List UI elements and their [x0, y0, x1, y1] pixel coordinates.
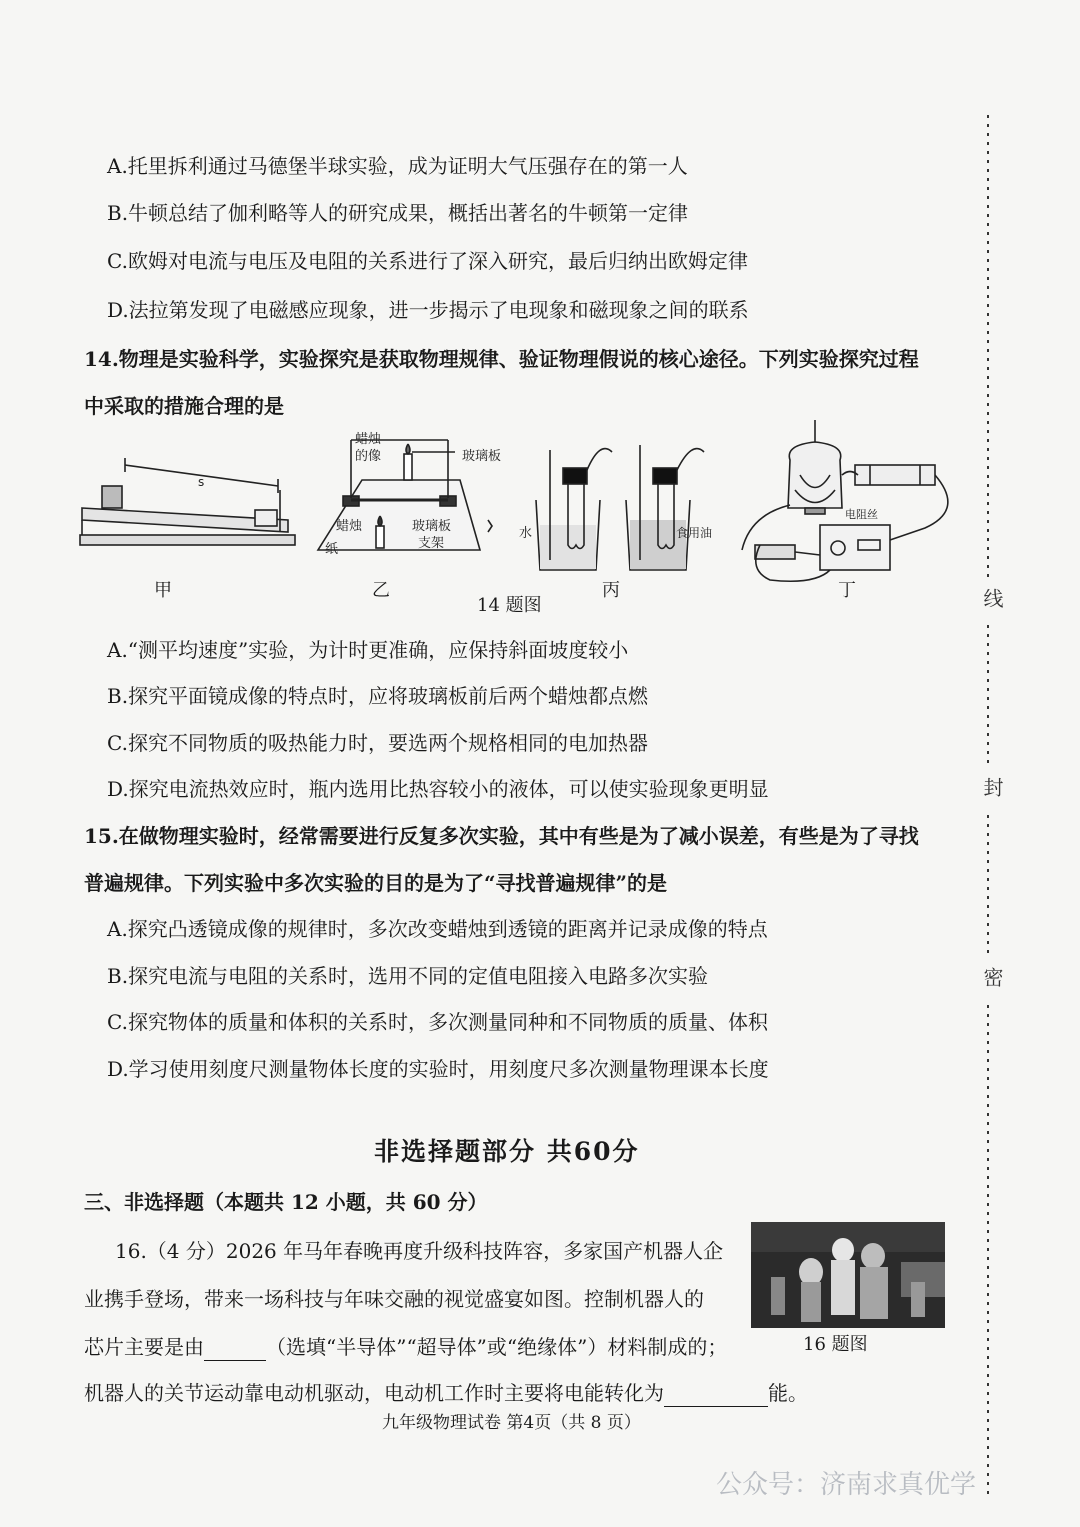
q16-line1: 16.（4 分）2026 年马年春晚再度升级科技阵容，多家国产机器人企 [115, 1239, 724, 1263]
q16-robot-photo [751, 1222, 945, 1328]
label-water: 水 [519, 526, 533, 541]
q16-photo-caption: 16 题图 [803, 1334, 868, 1355]
panel-label-ding: 丁 [838, 580, 856, 601]
label-glass-stand-1: 玻璃板 [412, 519, 452, 534]
q14-stem-line2: 中采取的措施合理的是 [84, 394, 284, 418]
binding-line [978, 115, 998, 1495]
q16-line3-before: 芯片主要是由 [84, 1335, 204, 1359]
label-candle: 蜡烛 [336, 519, 363, 534]
binding-mark-mi: 密 [980, 967, 1004, 987]
incline-apparatus [80, 458, 295, 545]
q13-option-a: A.托里拆利通过马德堡半球实验，成为证明大气压强存在的第一人 [107, 154, 688, 178]
binding-mark-xian: 线 [980, 588, 1004, 608]
q16-line4 [84, 1379, 808, 1407]
panel-label-yi: 乙 [372, 580, 390, 601]
q16-line4-before: 机器人的关节运动靠电动机驱动，电动机工作时主要将电能转化为 [84, 1381, 664, 1405]
slope-s-label: s [198, 475, 205, 489]
label-candle-image-1: 蜡烛 [355, 432, 382, 447]
page-footer: 九年级物理试卷 第4页（共 8 页） [382, 1413, 641, 1433]
q15-option-c: C.探究物体的质量和体积的关系时，多次测量同种和不同物质的质量、体积 [107, 1010, 768, 1034]
label-resistance-wire: 电阻丝 [845, 508, 878, 521]
q15-option-b: B.探究电流与电阻的关系时，选用不同的定值电阻接入电路多次实验 [107, 964, 709, 988]
watermark: 公众号：济南求真优学 [716, 1470, 977, 1500]
q16-line3-after: （选填“半导体”“超导体”或“绝缘体”）材料制成的； [266, 1335, 728, 1359]
panel-label-bing: 丙 [602, 580, 620, 601]
q16-line3 [84, 1333, 727, 1361]
q15-option-a: A.探究凸透镜成像的规律时，多次改变蜡烛到透镜的距离并记录成像的特点 [107, 917, 768, 941]
q14-figure-caption: 14 题图 [477, 595, 542, 616]
q14-option-c: C.探究不同物质的吸热能力时，要选两个规格相同的电加热器 [107, 731, 648, 755]
binding-mark-feng: 封 [980, 777, 1004, 797]
q16-blank-energy[interactable] [664, 1386, 768, 1407]
q14-stem-line1: 14.物理是实验科学，实验探究是获取物理规律、验证物理假说的核心途径。下列实验探究过程 [84, 347, 919, 371]
label-glass-plate: 玻璃板 [462, 449, 502, 464]
section-heading: 三、非选择题（本题共 12 小题，共 60 分） [84, 1190, 488, 1214]
q14-option-d: D.探究电流热效应时，瓶内选用比热容较小的液体，可以使实验现象更明显 [107, 777, 769, 801]
q14-option-b: B.探究平面镜成像的特点时，应将玻璃板前后两个蜡烛都点燃 [107, 684, 649, 708]
label-oil: 食用油 [676, 526, 713, 540]
panel-label-jia: 甲 [154, 580, 172, 601]
q16-blank-material[interactable] [204, 1340, 266, 1361]
q13-option-d: D.法拉第发现了电磁感应现象，进一步揭示了电现象和磁现象之间的联系 [107, 298, 749, 322]
q15-option-d: D.学习使用刻度尺测量物体长度的实验时，用刻度尺多次测量物理课本长度 [107, 1057, 769, 1081]
label-candle-image-2: 的像 [355, 449, 382, 464]
q15-stem-line2: 普遍规律。下列实验中多次实验的目的是为了“寻找普遍规律”的是 [84, 871, 668, 895]
section-title: 非选择题部分 共60分 [374, 1137, 640, 1166]
q13-option-b: B.牛顿总结了伽利略等人的研究成果，概括出著名的牛顿第一定律 [107, 201, 689, 225]
q15-stem-line1: 15.在做物理实验时，经常需要进行反复多次实验，其中有些是为了减小误差，有些是为了寻找 [84, 824, 919, 848]
q14-option-a: A.“测平均速度”实验，为计时更准确，应保持斜面坡度较小 [107, 638, 629, 662]
q13-option-c: C.欧姆对电流与电压及电阻的关系进行了深入研究，最后归纳出欧姆定律 [107, 249, 748, 273]
q16-line2: 业携手登场，带来一场科技与年味交融的视觉盛宴如图。控制机器人的 [84, 1287, 704, 1311]
label-glass-stand-2: 支架 [418, 536, 445, 551]
q16-line4-after: 能。 [768, 1381, 808, 1405]
circuit-apparatus [742, 420, 948, 581]
beaker-apparatus [488, 445, 704, 570]
label-paper: 纸 [325, 542, 339, 557]
